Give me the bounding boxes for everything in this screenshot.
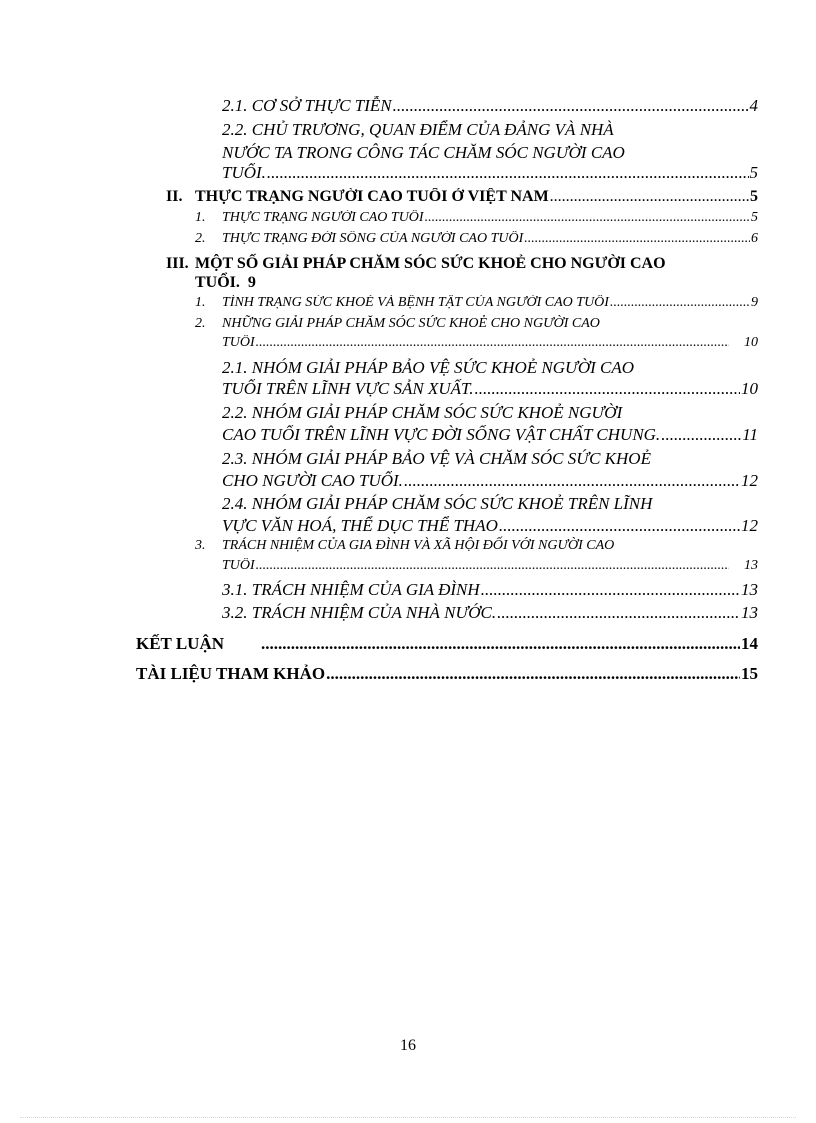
toc-page-number: 6 xyxy=(751,231,758,246)
toc-entry-tai-lieu xyxy=(136,664,758,684)
toc-entry-2-1b-line1: 2.1. NHÓM GIẢI PHÁP BẢO VỆ SỨC KHOẺ NGƯỜI CAO xyxy=(222,358,635,377)
toc-entry-text: TÌNH TRẠNG SỨC KHOẺ VÀ BỆNH TẬT CỦA NGƯỜI CAO TUỔI xyxy=(222,295,609,310)
toc-entry-text: CHO NGƯỜI CAO TUỔI. xyxy=(222,471,403,490)
toc-entry-text: KẾT LUẬN xyxy=(136,634,225,653)
toc-entry-text: 3.1. TRÁCH NHIỆM CỦA GIA ĐÌNH xyxy=(222,580,480,599)
toc-page-number: 14 xyxy=(741,634,758,653)
toc-page-number: 13 xyxy=(741,580,758,599)
toc-entry-text: TUỔI xyxy=(222,558,255,573)
dot-leader xyxy=(256,335,729,351)
toc-entry-text: TUỔI. xyxy=(195,274,240,291)
toc-entry-text: THỰC TRẠNG NGƯỜI CAO TUỔI Ở VIỆT NAM xyxy=(195,188,549,205)
dot-leader xyxy=(474,379,740,399)
toc-entry-3-1 xyxy=(222,580,758,600)
toc-entry-2-4-line1: 2.4. NHÓM GIẢI PHÁP CHĂM SÓC SỨC KHOẺ TRÊN LĨNH xyxy=(222,494,653,513)
dot-leader xyxy=(267,163,749,183)
toc-page-number: 5 xyxy=(749,163,758,182)
toc-entry-iii-2-line1: NHỮNG GIẢI PHÁP CHĂM SÓC SỨC KHOẺ CHO NGƯỜI CAO xyxy=(222,316,600,331)
toc-entry-text: TÀI LIỆU THAM KHẢO xyxy=(136,664,326,683)
toc-entry-3-2 xyxy=(222,603,758,623)
toc-entry-2-3-line1: 2.3. NHÓM GIẢI PHÁP BẢO VỆ VÀ CHĂM SÓC SỨC KHOẺ xyxy=(222,449,651,468)
toc-entry-text: VỰC VĂN HOÁ, THỂ DỤC THỂ THAO xyxy=(222,516,498,535)
toc-page-number: 4 xyxy=(749,96,758,115)
page-bottom-border xyxy=(20,1117,796,1118)
toc-section-ii xyxy=(195,188,758,206)
toc-entry-text: 2.1. CƠ SỞ THỰC TIỄN xyxy=(222,96,392,115)
toc-page-number: 5 xyxy=(750,188,758,205)
toc-entry-2-2 xyxy=(222,163,758,183)
dot-leader xyxy=(550,188,749,206)
toc-page-number: 11 xyxy=(742,425,758,444)
toc-entry-iii-3-line1: TRÁCH NHIỆM CỦA GIA ĐÌNH VÀ XÃ HỘI ĐỐI VỚI NGƯỜI CAO xyxy=(222,538,615,553)
toc-entry-2-4 xyxy=(222,516,758,536)
toc-entry-2-2-line2: NƯỚC TA TRONG CÔNG TÁC CHĂM SÓC NGƯỜI CAO xyxy=(222,143,625,162)
toc-entry-iii-3 xyxy=(222,558,758,574)
toc-entry-text: TUỔI TRÊN LĨNH VỰC SẢN XUẤT. xyxy=(222,379,474,398)
dot-leader xyxy=(524,231,750,247)
toc-page-number: 5 xyxy=(751,210,758,225)
toc-page-number: 13 xyxy=(744,558,758,573)
toc-entry-text: CAO TUỔI TRÊN LĨNH VỰC ĐỜI SỐNG VẬT CHẤT CHUNG. xyxy=(222,425,661,444)
dot-leader xyxy=(481,580,740,600)
toc-entry-text: TUỔI. xyxy=(222,163,266,182)
toc-entry-2-2b xyxy=(222,425,758,445)
toc-page-number: 10 xyxy=(744,335,758,350)
toc-page-number: 12 xyxy=(741,471,758,490)
dot-leader xyxy=(499,516,740,536)
toc-entry-text: THỰC TRẠNG NGƯỜI CAO TUỔI xyxy=(222,210,424,225)
toc-entry-2-3 xyxy=(222,471,758,491)
toc-entry-text: THỰC TRẠNG ĐỜI SỐNG CỦA NGƯỜI CAO TUỔI xyxy=(222,231,524,246)
toc-entry-ii-2 xyxy=(222,231,758,247)
dot-leader xyxy=(256,558,729,574)
toc-entry-ket-luan xyxy=(136,634,758,654)
page-number: 16 xyxy=(400,1037,416,1054)
toc-entry-2-1b xyxy=(222,379,758,399)
toc-page-number: 12 xyxy=(741,516,758,535)
toc-entry-text: TUỔI xyxy=(222,335,255,350)
toc-entry-2-1 xyxy=(222,96,758,116)
toc-entry-iii-2 xyxy=(222,335,758,351)
toc-item-number: 3. xyxy=(195,538,206,553)
dot-leader xyxy=(326,664,740,684)
toc-entry-text: 3.2. TRÁCH NHIỆM CỦA NHÀ NƯỚC. xyxy=(222,603,497,622)
toc-section-number: II. xyxy=(166,188,183,205)
dot-leader xyxy=(610,295,750,311)
toc-item-number: 1. xyxy=(195,210,206,225)
toc-entry-ii-1 xyxy=(222,210,758,226)
toc-entry-2-2-line1: 2.2. CHỦ TRƯƠNG, QUAN ĐIỂM CỦA ĐẢNG VÀ NHÀ xyxy=(222,120,614,139)
toc-section-iii-line2 xyxy=(195,274,256,292)
toc-section-iii-line1: MỘT SỐ GIẢI PHÁP CHĂM SÓC SỨC KHOẺ CHO NGƯỜI CAO xyxy=(195,255,666,272)
dot-leader xyxy=(393,96,749,116)
toc-page-number: 9 xyxy=(247,274,256,291)
toc-item-number: 2. xyxy=(195,231,206,246)
toc-page-number: 10 xyxy=(741,379,758,398)
toc-entry-2-2b-line1: 2.2. NHÓM GIẢI PHÁP CHĂM SÓC SỨC KHOẺ NGƯỜI xyxy=(222,403,623,422)
dot-leader xyxy=(497,603,740,623)
toc-item-number: 1. xyxy=(195,295,206,310)
toc-page-number: 15 xyxy=(741,664,758,683)
dot-leader xyxy=(425,210,750,226)
toc-entry-iii-1 xyxy=(222,295,758,311)
dot-leader xyxy=(404,471,740,491)
toc-page-number: 13 xyxy=(741,603,758,622)
dot-leader xyxy=(661,425,741,445)
toc-item-number: 2. xyxy=(195,316,206,331)
toc-section-number: III. xyxy=(166,255,189,272)
dot-leader xyxy=(261,634,740,654)
toc-page-number: 9 xyxy=(751,295,758,310)
